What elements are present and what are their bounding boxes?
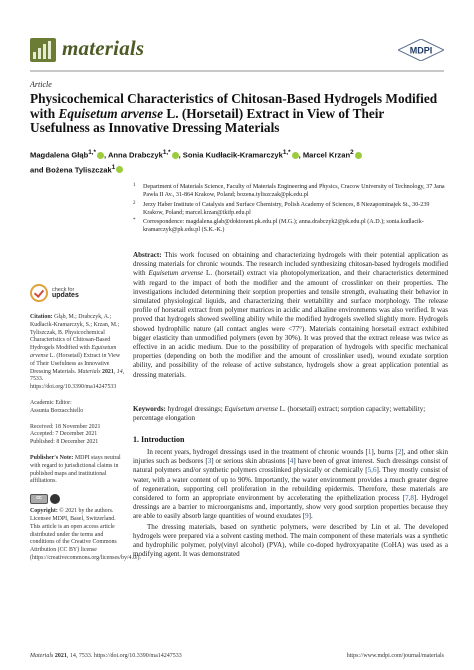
author-name[interactable]: Magdalena Głąb [30,150,89,160]
paragraph: The dressing materials, based on synthetic polymers, were described by Lin et al. The developed hydrogels were prepared via a solvent casting method. The main component of these materials was a synthetic and hydrophilic polymer, poly(vinyl alcohol) (PVA), while co-doped hydroxyapatite (CoHA) was used as a modifying agent. It was demonstrated [133,522,448,559]
mdpi-logo-text: MDPI [409,45,433,56]
author-name[interactable]: Bożena Tyliszczak [45,165,112,175]
author-list: Magdalena Głąb$^{1,*}$ , Anna Drabczyk$^{1,*}$ , Sonia Kudłacik-Kramarczyk$^{1,*}$ , Marcel Krzan$^2$ and Bożena Tyliszczak$^1$ [30,147,444,176]
orcid-icon[interactable] [97,152,104,159]
attribution-icon [50,494,60,504]
paragraph-text: ] have been of great interest. Such dressings consist of natural polymers and/or synthetic polymers crosslinked physically or chemically [ [133,457,448,475]
check-updates-icon [30,284,48,302]
orcid-icon[interactable] [292,152,299,159]
journal-url[interactable]: https://www.mdpi.com/journal/materials [346,653,444,659]
check-for-updates-button[interactable]: check for updates [30,284,126,302]
orcid-icon[interactable] [355,152,362,159]
section-heading: 1. Introduction [133,435,185,444]
correspondence: * Correspondence: magdalena.glab@doktorant.pk.edu.pl (M.G.); anna.drabczyk2@pk.edu.pl (A.D.); sonia.kudlacik-kramarczyk@pk.edu.pl (S.K.-K.) [133,218,424,234]
article-sidebar [30,284,141,571]
citation: Citation: Głąb, M.; Drabczyk, A.; Kudłacik-Kramarczyk, S.; Krzan, M.; Tyliszczak, B. Physicochemical Characteristics of Chitosan-Based Hydrogels Modified with Equisetum arvense L. (Horsetail) Extract in View of Their Usefulness as Innovative Dressing Materials. Materials 2021, 14, 7533. https://doi.org/10.3390/ma14247533 [30,314,125,391]
publication-dates: Received: 18 November 2021 Accepted: 7 December 2021 Published: 8 December 2021 [30,423,101,446]
citation-link[interactable]: 1 [367,448,372,456]
citation-link[interactable]: 3 [207,457,212,466]
page-footer: Materials 2021, 14, 7533. https://doi.org/10.3390/ma14247533 https://www.mdpi.com/journal/materials [30,653,444,659]
article-type: Article [30,80,52,89]
paragraph-text: ] or serious skin abrasions [ [211,457,290,466]
author-name[interactable]: Anna Drabczyk [107,150,163,160]
paragraph-text: ]. [308,512,313,521]
paragraph-text: In recent years, hydrogel dressings used in the treatment of chronic wounds [ [147,448,368,456]
copyright: Copyright: © 2021 by the authors. Licensee MDPI, Basel, Switzerland. This article is an open access article distributed under the terms and conditions of the Creative Commons Attribution (CC BY) license (https://creativecommons.org/licenses/by/4.0/). [30,508,141,561]
citation-link[interactable]: 7,8 [405,494,414,503]
cc-license-badge[interactable] [30,494,126,504]
paragraph [133,448,448,522]
abstract: Abstract: This work focused on obtaining and characterizing hydrogels with their potential application as dressing materials for chronic wounds. The research included synthesizing chitosan-based hydrogels modified with Equisetum arvense L. (horsetail) extract via photopolymerization, and their characteristics determined with regard to the impact of both the modifier and the amount of crosslinker on their properties. The investigations included determining their sorption properties and tensile strength, evaluating their behavior in simulated physiological liquids, and characterizing their wettability and surface morphology. The release profile of horsetail extract from polymer matrices in acidic and alkaline environments was also verified. It was proved that hydrogels showed swelling ability while the modified hydrogels swelled slightly more. Hydrogels showed hydrophilic nature (all contact angles were <77°). Materials containing horsetail extract exhibited bigger elasticity than unmodified polymers (even by 30%). It was proved that the extract release was twice as effective in an acidic medium. Due to the possibility of preparation of hydrogels with specific mechanical properties (depending on both the modifier and the amount of crosslinker used), wound exudate sorption ability, and possibility of the release of active substance, hydrogels show a great application potential as dressing materials. [133,251,449,379]
citation-link[interactable]: 2 [397,448,402,456]
paragraph-text: ], burns [ [371,448,398,456]
journal-header [30,36,444,66]
keywords: Keywords: hydrogel dressings; Equisetum arvense L. (horsetail) extract; sorption capacity; wettability; percentage elongation [133,405,426,423]
cc-icon: cc [30,494,48,504]
paragraph-text: ], and other skin injuries such as bedsores [ [133,448,448,466]
citation-link[interactable]: 4 [289,457,294,466]
orcid-icon[interactable] [116,166,123,173]
header-divider [30,70,444,72]
journal-logo-icon [30,38,56,62]
orcid-icon[interactable] [172,152,179,159]
paragraph-text: ]. They mostly consist of water, with a water content of up to 90%. Importantly, the water environment provides a much greater degree of regeneration, supporting cell proliferation in the rebuilding epidermis. Therefore, these materials are considered to form an appropriate environment by accelerating the epithelization process [ [133,466,449,503]
journal-name: materials [62,36,145,60]
introduction-body [133,448,448,560]
citation-link[interactable]: 5,6 [367,466,377,475]
author-name[interactable]: Marcel Krzan [302,150,351,160]
academic-editor: Academic Editor: Assunta Borzacchiello [30,399,84,414]
affiliations [133,183,448,236]
affiliation-item: 1 Department of Materials Science, Faculty of Materials Engineering and Physics, Cracow University of Technology, 37 Jana Pawła II Av., 31-864 Krakow, Poland; bozena.tyliszczak@pk.edu.pl [133,183,445,199]
article-title: Physicochemical Characteristics of Chitosan-Based Hydrogels Modified with Equisetum arvense L. (Horsetail) Extract in View of Their Usefulness as Innovative Dressing Materials [30,91,438,136]
citation-link[interactable]: 9 [305,512,309,521]
affiliation-item: 2 Jerzy Haber Institute of Catalysis and Surface Chemistry, Polish Academy of Sciences, 8 Niezapominajek St., 30-239 Krakow, Poland; marcel.krzan@ikifp.edu.pl [133,200,430,216]
author-name[interactable]: Sonia Kudłacik-Kramarczyk [182,150,283,160]
paragraph-text: ]. Hydrogel dressings are a barrier to microorganisms and, importantly, show very good sorption properties because they are able to easily absorb large quantities of wound exudates [ [133,494,448,521]
publisher-note: Publisher's Note: MDPI stays neutral with regard to jurisdictional claims in published maps and institutional affiliations. [30,454,121,485]
mdpi-logo [398,39,444,61]
